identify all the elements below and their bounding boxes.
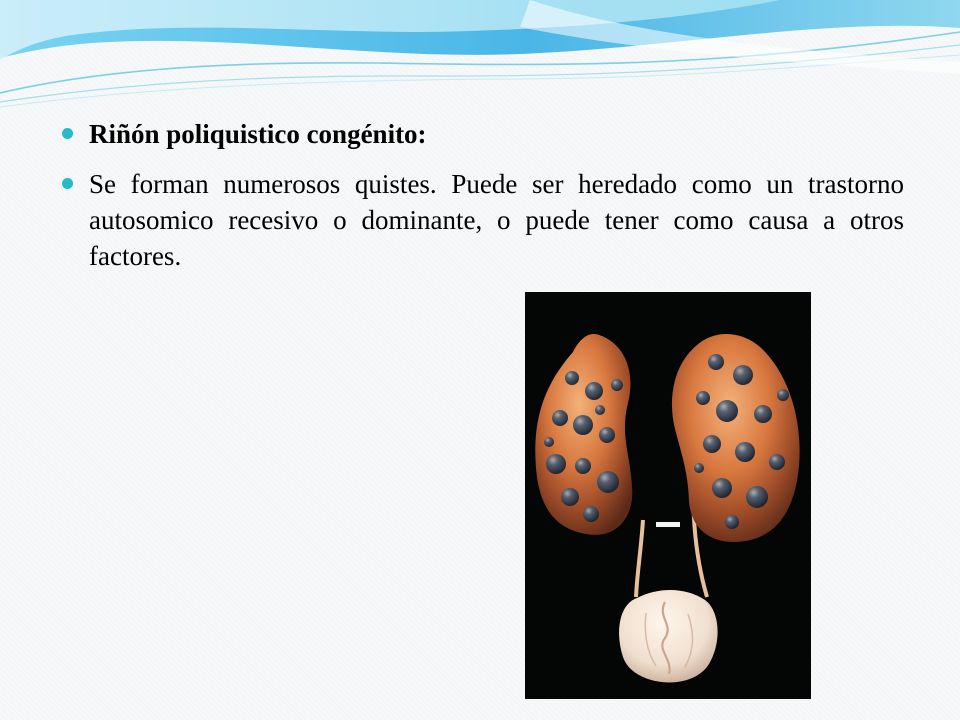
bullet-item-title <box>58 116 904 152</box>
header-wave-decoration <box>0 0 960 120</box>
bullet-list <box>58 116 904 288</box>
kidney-illustration <box>525 292 811 699</box>
slide-title-text: Riñón poliquistico congénito: <box>89 119 427 149</box>
kidney-photo <box>525 292 811 699</box>
description-text: Se forman numerosos quistes. Puede ser heredado como un trastorno autosomico recesivo o dominante, o puede tener como causa a otros factores. <box>89 169 904 271</box>
bullet-icon <box>62 178 73 189</box>
bullet-item-description <box>58 166 904 274</box>
bullet-icon <box>62 128 73 139</box>
